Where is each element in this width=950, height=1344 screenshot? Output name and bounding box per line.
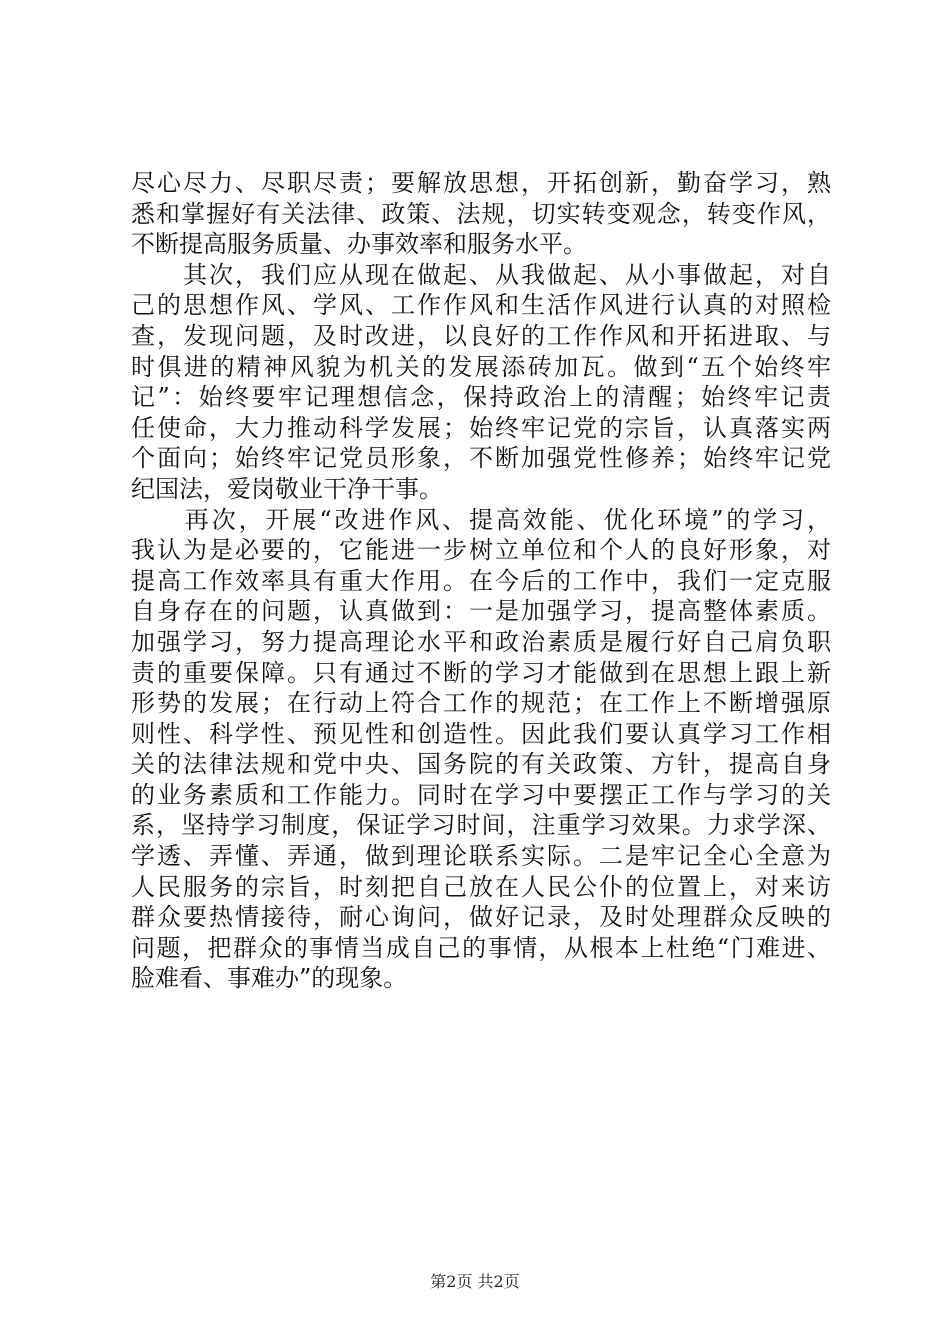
text-line: 脸难看、事难办”的现象。: [131, 964, 408, 993]
text-line: 再次，开展“改进作风、提高效能、优化环境”的学习，: [131, 505, 831, 534]
text-line: 纪国法，爱岗敬业干净干事。: [131, 474, 443, 503]
text-line: 人民服务的宗旨，时刻把自己放在人民公仆的位置上，对来访: [131, 872, 831, 901]
text-line: 悉和掌握好有关法律、政策、法规，切实转变观念，转变作风，: [131, 199, 831, 228]
text-line: 个面向；始终牢记党员形象，不断加强党性修养；始终牢记党: [131, 444, 831, 473]
text-line: 的业务素质和工作能力。同时在学习中要摆正工作与学习的关: [131, 780, 831, 809]
text-line: 时俱进的精神风貌为机关的发展添砖加瓦。做到“五个始终牢: [131, 352, 831, 381]
text-line: 己的思想作风、学风、工作作风和生活作风进行认真的对照检: [131, 291, 831, 320]
text-line: 则性、科学性、预见性和创造性。因此我们要认真学习工作相: [131, 719, 831, 748]
text-line: 不断提高服务质量、办事效率和服务水平。: [131, 230, 587, 259]
text-line: 提高工作效率具有重大作用。在今后的工作中，我们一定克服: [131, 566, 831, 595]
text-line: 尽心尽力、尽职尽责；要解放思想，开拓创新，勤奋学习，熟: [131, 169, 831, 197]
text-line: 任使命，大力推动科学发展；始终牢记党的宗旨，认真落实两: [131, 413, 831, 442]
text-line: 系，坚持学习制度，保证学习时间，注重学习效果。力求学深、: [131, 811, 831, 840]
text-line: 问题，把群众的事情当成自己的事情，从根本上杜绝“门难进、: [131, 933, 831, 962]
text-line: 自身存在的问题，认真做到：一是加强学习，提高整体素质。: [131, 597, 831, 626]
text-line: 我认为是必要的，它能进一步树立单位和个人的良好形象，对: [131, 536, 831, 565]
text-line: 责的重要保障。只有通过不断的学习才能做到在思想上跟上新: [131, 658, 831, 687]
text-line: 形势的发展；在行动上符合工作的规范；在工作上不断增强原: [131, 689, 831, 718]
page-footer: 第2页 共2页: [430, 1272, 520, 1291]
text-line: 关的法律法规和党中央、国务院的有关政策、方针，提高自身: [131, 750, 831, 779]
document-body: [131, 168, 831, 994]
text-line: 记”：始终要牢记理想信念，保持政治上的清醒；始终牢记责: [131, 383, 831, 412]
text-line: 其次，我们应从现在做起、从我做起、从小事做起，对自: [131, 260, 831, 289]
text-line: 加强学习，努力提高理论水平和政治素质是履行好自己肩负职: [131, 627, 831, 656]
text-line: 群众要热情接待，耐心询问，做好记录，及时处理群众反映的: [131, 903, 831, 932]
text-line: 查，发现问题，及时改进，以良好的工作作风和开拓进取、与: [131, 321, 831, 350]
text-line: 学透、弄懂、弄通，做到理论联系实际。二是牢记全心全意为: [131, 842, 831, 871]
